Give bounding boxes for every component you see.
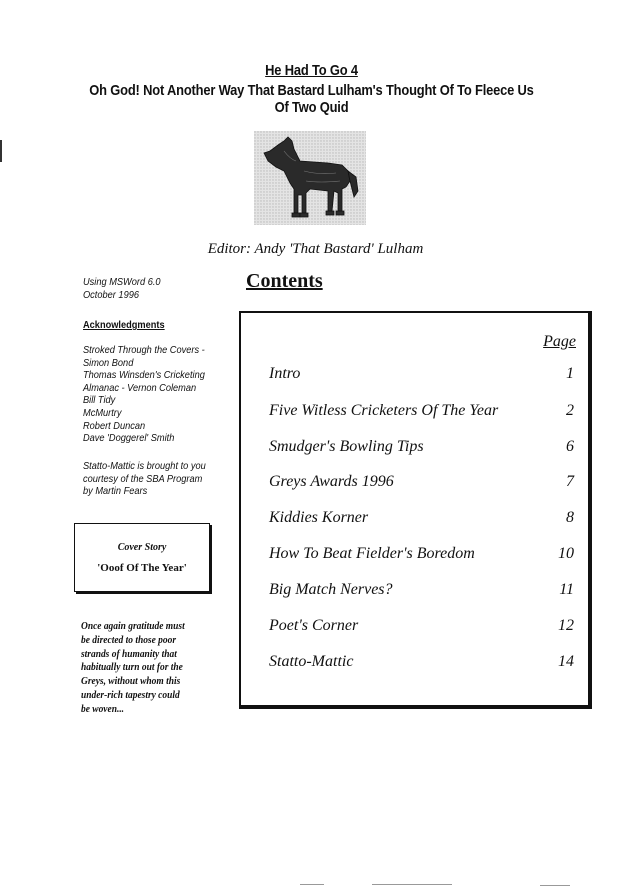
acknowledgments-list [83, 344, 205, 445]
software-note [83, 276, 161, 301]
toc-title: Kiddies Korner [269, 509, 369, 526]
contents-box [239, 311, 592, 709]
toc-entry[interactable] [269, 581, 574, 601]
title-subtitle: Oh God! Not Another Way That Bastard Lulham's Thought Of To Fleece Us [89, 82, 534, 99]
toc-page-number: 6 [566, 438, 574, 455]
toc-page-number: 12 [558, 617, 574, 634]
date-line: October 1996 [83, 288, 140, 301]
toc-entry[interactable] [269, 653, 574, 673]
gratitude-line: under-rich tapestry could [81, 689, 180, 701]
ack-item: Simon Bond [83, 356, 134, 369]
toc-entry[interactable] [269, 545, 574, 565]
ack-item: Thomas Winsden's Cricketing [83, 369, 205, 382]
toc-title: Intro [269, 365, 301, 382]
gratitude-line: Greys, without whom this [81, 676, 181, 688]
ack-item: McMurtry [83, 406, 122, 419]
toc-page-number: 11 [559, 581, 574, 598]
toc-title: Smudger's Bowling Tips [269, 438, 424, 455]
credit-line: Statto-Mattic is brought to you [83, 460, 206, 472]
scan-speck [372, 884, 452, 885]
gratitude-line: be directed to those poor [81, 634, 177, 646]
toc-page-number: 14 [558, 653, 574, 670]
contents-heading: Contents [246, 270, 323, 292]
cover-story-box [74, 523, 210, 592]
toc-entry[interactable] [269, 438, 574, 458]
toc-title: Statto-Mattic [269, 653, 354, 670]
horse-icon [254, 131, 366, 225]
cover-story-title: 'Ooof Of The Year' [97, 562, 187, 574]
ack-item: Robert Duncan [83, 419, 146, 432]
gratitude-line: be woven... [81, 703, 125, 715]
toc-entry[interactable] [269, 402, 574, 422]
toc-page-number: 7 [566, 473, 574, 490]
title-issue: He Had To Go 4 [265, 62, 358, 79]
toc-entry[interactable] [269, 617, 574, 637]
ack-item: Dave 'Doggerel' Smith [83, 432, 175, 445]
toc-entry[interactable] [269, 509, 574, 529]
scan-speck [540, 885, 570, 886]
editor-credit: Editor: Andy 'That Bastard' Lulham [207, 241, 424, 257]
gratitude-note [81, 620, 185, 717]
acknowledgments-heading: Acknowledgments [83, 319, 165, 331]
toc-title: How To Beat Fielder's Boredom [269, 545, 475, 562]
cover-story-label: Cover Story [117, 542, 167, 553]
scan-speck [300, 884, 324, 885]
software-line: Using MSWord 6.0 [83, 276, 161, 288]
toc-title: Greys Awards 1996 [269, 473, 394, 490]
title-subtitle-cont: Of Two Quid [274, 99, 349, 116]
toc-page-number: 2 [566, 402, 574, 419]
toc-page-number: 8 [566, 509, 574, 526]
gratitude-line: habitually turn out for the [81, 662, 183, 674]
statto-credit [83, 460, 206, 498]
toc-entry[interactable] [269, 365, 574, 385]
ack-item: Bill Tidy [83, 394, 116, 407]
credit-line: by Martin Fears [83, 485, 148, 498]
scan-speck [0, 140, 2, 162]
toc-entry[interactable] [269, 473, 574, 493]
toc-page-number: 1 [566, 365, 574, 382]
toc-page-number: 10 [558, 545, 574, 562]
toc-title: Poet's Corner [269, 617, 359, 634]
ack-item: Stroked Through the Covers - [83, 344, 205, 356]
credit-line: courtesy of the SBA Program [83, 472, 203, 485]
page-column-heading: Page [543, 333, 576, 350]
toc-title: Big Match Nerves? [269, 581, 393, 598]
ack-item: Almanac - Vernon Coleman [83, 381, 197, 394]
toc-title: Five Witless Cricketers Of The Year [269, 402, 499, 419]
gratitude-line: strands of humanity that [81, 648, 177, 660]
gratitude-line: Once again gratitude must [81, 621, 185, 632]
